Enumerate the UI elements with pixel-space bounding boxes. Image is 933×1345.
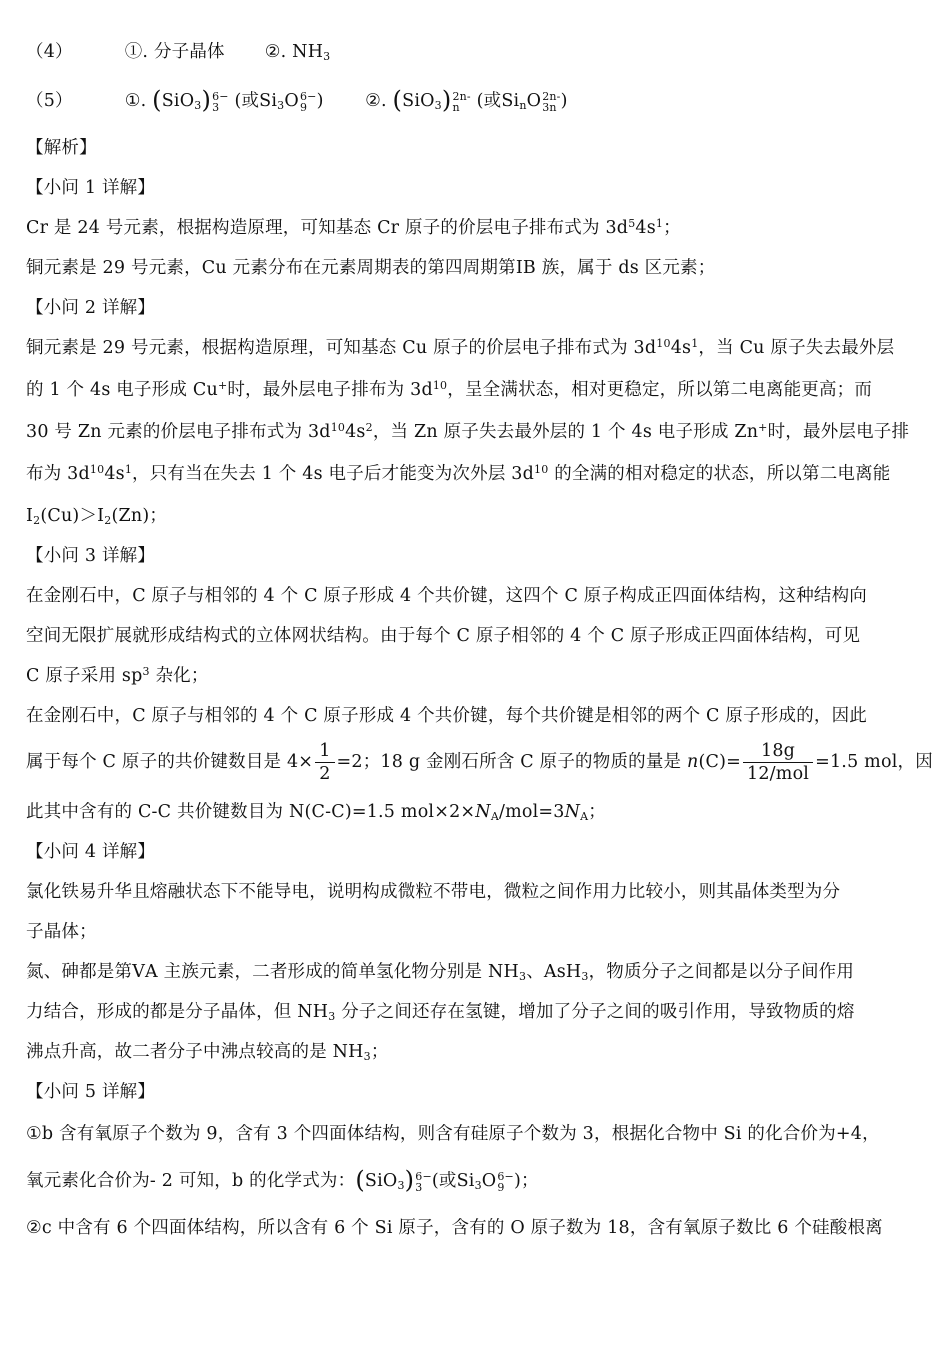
subscript: 3 xyxy=(323,50,331,63)
sec5-header: 【小问 5 详解】 xyxy=(26,1082,156,1102)
italic-symbol: N xyxy=(564,802,581,822)
answer-q4-number: （4） xyxy=(26,42,73,62)
sec5-line3: ②c 中含有 6 个四面体结构，所以含有 6 个 Si 原子，含有的 O 原子数为 18，含有氧原子数比 6 个硅酸根离 xyxy=(26,1218,883,1238)
super-sub-stack xyxy=(452,91,470,113)
text: =2；18 g 金刚石所含 C 原子的物质的量是 xyxy=(336,752,688,772)
superscript: 1 xyxy=(691,337,699,350)
text: ，当 Cu 原子失去最外层 xyxy=(698,338,895,358)
sec4-line2: 子晶体； xyxy=(26,922,97,942)
fraction xyxy=(315,740,334,785)
text: 30 号 Zn 元素的价层电子排布式为 3d xyxy=(26,422,331,442)
text: ，当 Zn 原子失去最外层的 1 个 4s 电子形成 Zn xyxy=(372,422,759,442)
text: 布为 3d xyxy=(26,464,90,484)
sec2-line1 xyxy=(26,336,895,360)
superscript: 10 xyxy=(330,421,346,434)
super-sub-stack xyxy=(300,91,317,113)
answer-q5-option1-label: ①. xyxy=(124,91,147,111)
sec2-line4 xyxy=(26,462,891,486)
text: ； xyxy=(370,1042,389,1062)
super-sub-stack xyxy=(542,91,560,113)
superscript: 2n- xyxy=(542,89,561,103)
text: ，呈全满状态，相对更稳定，所以第二电离能更高；而 xyxy=(447,380,873,400)
answer-q4-option1: ①. 分子晶体 xyxy=(124,42,225,62)
alt-formula: (或Si xyxy=(431,1171,475,1191)
fraction-denominator: 2 xyxy=(319,764,331,784)
subscript: 3 xyxy=(194,99,202,112)
subscript: A xyxy=(490,810,499,823)
sec2-header: 【小问 2 详解】 xyxy=(26,298,156,318)
text: ，物质分子之间都是以分子间作用 xyxy=(588,962,855,982)
alt-close: ) xyxy=(560,91,568,111)
superscript: 6− xyxy=(415,1169,432,1183)
subscript: 3 xyxy=(397,1179,405,1192)
sec5-line2 xyxy=(26,1168,876,1193)
subscript: 3 xyxy=(415,1180,423,1194)
alt-formula: (或Si xyxy=(476,91,520,111)
text: ，只有当在失去 1 个 4s 电子后才能变为次外层 3d xyxy=(132,464,535,484)
answer-q5-number: （5） xyxy=(26,91,73,111)
sec2-line3 xyxy=(26,420,910,444)
sec4-header: 【小问 4 详解】 xyxy=(26,842,156,862)
superscript: 6− xyxy=(212,89,229,103)
subscript: A xyxy=(580,810,589,823)
sec1-line2: 铜元素是 29 号元素，Cu 元素分布在元素周期表的第四周期第ⅠB 族，属于 ds 区元素； xyxy=(26,258,716,278)
answer-q5-option2-label: ②. xyxy=(365,91,387,111)
fraction xyxy=(743,740,813,785)
alt-formula: (或Si xyxy=(234,91,278,111)
paren-close: ) xyxy=(201,86,212,114)
sec3-line6 xyxy=(26,800,876,824)
sec3-header: 【小问 3 详解】 xyxy=(26,546,156,566)
text: ； xyxy=(663,218,681,238)
subscript: 3 xyxy=(212,100,220,114)
super-sub-stack xyxy=(212,91,229,113)
superscript: + xyxy=(758,421,768,434)
subscript: 3 xyxy=(328,1010,336,1023)
formula-sio3: SiO xyxy=(402,91,435,111)
superscript: 6− xyxy=(497,1169,514,1183)
subscript: n xyxy=(519,99,527,112)
italic-symbol: N xyxy=(475,802,491,822)
sec4-line5 xyxy=(26,1040,876,1064)
fraction-denominator: 12/mol xyxy=(747,764,810,784)
text: 4s xyxy=(104,464,125,484)
superscript: 10 xyxy=(534,463,549,476)
text: 、AsH xyxy=(526,962,582,982)
alt-formula-o: O xyxy=(526,91,542,111)
superscript: 10 xyxy=(432,379,448,392)
text: 铜元素是 29 号元素，根据构造原理，可知基态 Cu 原子的价层电子排布式为 3d xyxy=(26,338,657,358)
text: 时，最外层电子排布为 3d xyxy=(227,380,433,400)
sec2-line2 xyxy=(26,378,876,402)
sec3-line3 xyxy=(26,664,876,688)
text: (Cu)＞I xyxy=(40,506,105,526)
subscript: 2 xyxy=(33,514,41,527)
subscript: 3 xyxy=(277,99,285,112)
text: 分子之间还存在氢键，增加了分子之间的吸引作用，导致物质的熔 xyxy=(335,1002,855,1022)
subscript: 3 xyxy=(474,1179,482,1192)
subscript: 9 xyxy=(497,1180,505,1194)
alt-close: ) xyxy=(316,91,324,111)
text: 4s xyxy=(670,338,692,358)
paren-close: ) xyxy=(441,86,452,114)
fraction-numerator: 1 xyxy=(315,740,334,763)
subscript: 2 xyxy=(104,514,112,527)
text: (C)= xyxy=(698,752,742,772)
text: 的全满的相对稳定的状态，所以第二电离能 xyxy=(548,464,891,484)
text: 4s xyxy=(345,422,366,442)
text: 的 1 个 4s 电子形成 Cu xyxy=(26,380,218,400)
answer-q4-line xyxy=(26,40,876,64)
text: (Zn)； xyxy=(111,506,168,526)
subscript: n xyxy=(452,100,460,114)
text: /mol=3 xyxy=(498,802,565,822)
superscript: 10 xyxy=(656,337,671,350)
sec1-header: 【小问 1 详解】 xyxy=(26,178,156,198)
paren-open: ( xyxy=(392,86,403,114)
paren-open: ( xyxy=(152,86,162,114)
text: 属于每个 C 原子的共价键数目是 4× xyxy=(26,752,314,772)
super-sub-stack xyxy=(415,1171,432,1193)
superscript: 1 xyxy=(655,217,664,230)
text: 4s xyxy=(635,218,656,238)
superscript: 3 xyxy=(142,665,150,678)
text: 氮、砷都是第ⅤA 主族元素，二者形成的简单氢化物分别是 NH xyxy=(26,962,519,982)
superscript: 10 xyxy=(89,463,105,476)
sec5-line1: ①b 含有氧原子个数为 9，含有 3 个四面体结构，则含有硅原子个数为 3，根据化合物中 Si 的化合价为+4， xyxy=(26,1124,880,1144)
sec1-line1 xyxy=(26,216,876,240)
sec2-line5 xyxy=(26,504,876,528)
superscript: 6− xyxy=(299,89,317,103)
sec4-line3 xyxy=(26,960,876,984)
superscript: + xyxy=(217,379,228,392)
text: 杂化； xyxy=(149,666,209,686)
sec3-line5 xyxy=(26,738,933,786)
superscript: 1 xyxy=(124,463,133,476)
superscript: 2 xyxy=(365,421,373,434)
sec4-line1: 氯化铁易升华且熔融状态下不能导电，说明构成微粒不带电，微粒之间作用力比较小，则其晶体类型为分 xyxy=(26,882,841,902)
sec4-line4 xyxy=(26,1000,876,1024)
text: C 原子采用 sp xyxy=(26,666,143,686)
super-sub-stack xyxy=(497,1171,514,1193)
text: 力结合，形成的都是分子晶体，但 NH xyxy=(26,1002,329,1022)
subscript: 3 xyxy=(363,1050,371,1063)
sec3-line2: 空间无限扩展就形成结构式的立体网状结构。由于每个 C 原子相邻的 4 个 C 原子形成正四面体结构，可见 xyxy=(26,626,861,646)
sec3-line1: 在金刚石中，C 原子与相邻的 4 个 C 原子形成 4 个共价键，这四个 C 原子构成正四面体结构，这种结构向 xyxy=(26,586,867,606)
subscript: 3n xyxy=(542,100,557,114)
analysis-header: 【解析】 xyxy=(26,138,97,158)
superscript: 2n- xyxy=(452,89,471,103)
text: )； xyxy=(513,1171,539,1191)
text: 沸点升高，故二者分子中沸点较高的是 NH xyxy=(26,1042,364,1062)
formula-sio3: SiO xyxy=(161,91,195,111)
alt-formula-o: O xyxy=(481,1171,497,1191)
answer-q5-line xyxy=(26,88,876,113)
answer-q4-option2: ②. NH xyxy=(264,42,324,62)
text: 氧元素化合价为- 2 可知，b 的化学式为： xyxy=(26,1171,356,1191)
italic-symbol: n xyxy=(687,752,699,772)
sec3-line4: 在金刚石中，C 原子与相邻的 4 个 C 原子形成 4 个共价键，每个共价键是相邻的两个 C 原子形成的，因此 xyxy=(26,706,867,726)
paren-open: ( xyxy=(355,1166,365,1194)
subscript: 3 xyxy=(434,99,442,112)
superscript: 5 xyxy=(628,217,636,230)
text: I xyxy=(26,506,34,526)
text: 时，最外层电子排 xyxy=(767,422,910,442)
subscript: 3 xyxy=(581,970,589,983)
paren-close: ) xyxy=(404,1166,415,1194)
subscript: 9 xyxy=(299,100,308,114)
text: ； xyxy=(588,802,606,822)
subscript: 3 xyxy=(518,970,527,983)
text: Cr 是 24 号元素，根据构造原理，可知基态 Cr 原子的价层电子排布式为 3d xyxy=(26,218,629,238)
formula-sio3: SiO xyxy=(364,1171,398,1191)
alt-formula-o: O xyxy=(284,91,299,111)
fraction-numerator: 18g xyxy=(743,740,813,763)
text: =1.5 mol，因 xyxy=(815,752,933,772)
text: 此其中含有的 C-C 共价键数目为 N(C-C)=1.5 mol×2× xyxy=(26,802,476,822)
